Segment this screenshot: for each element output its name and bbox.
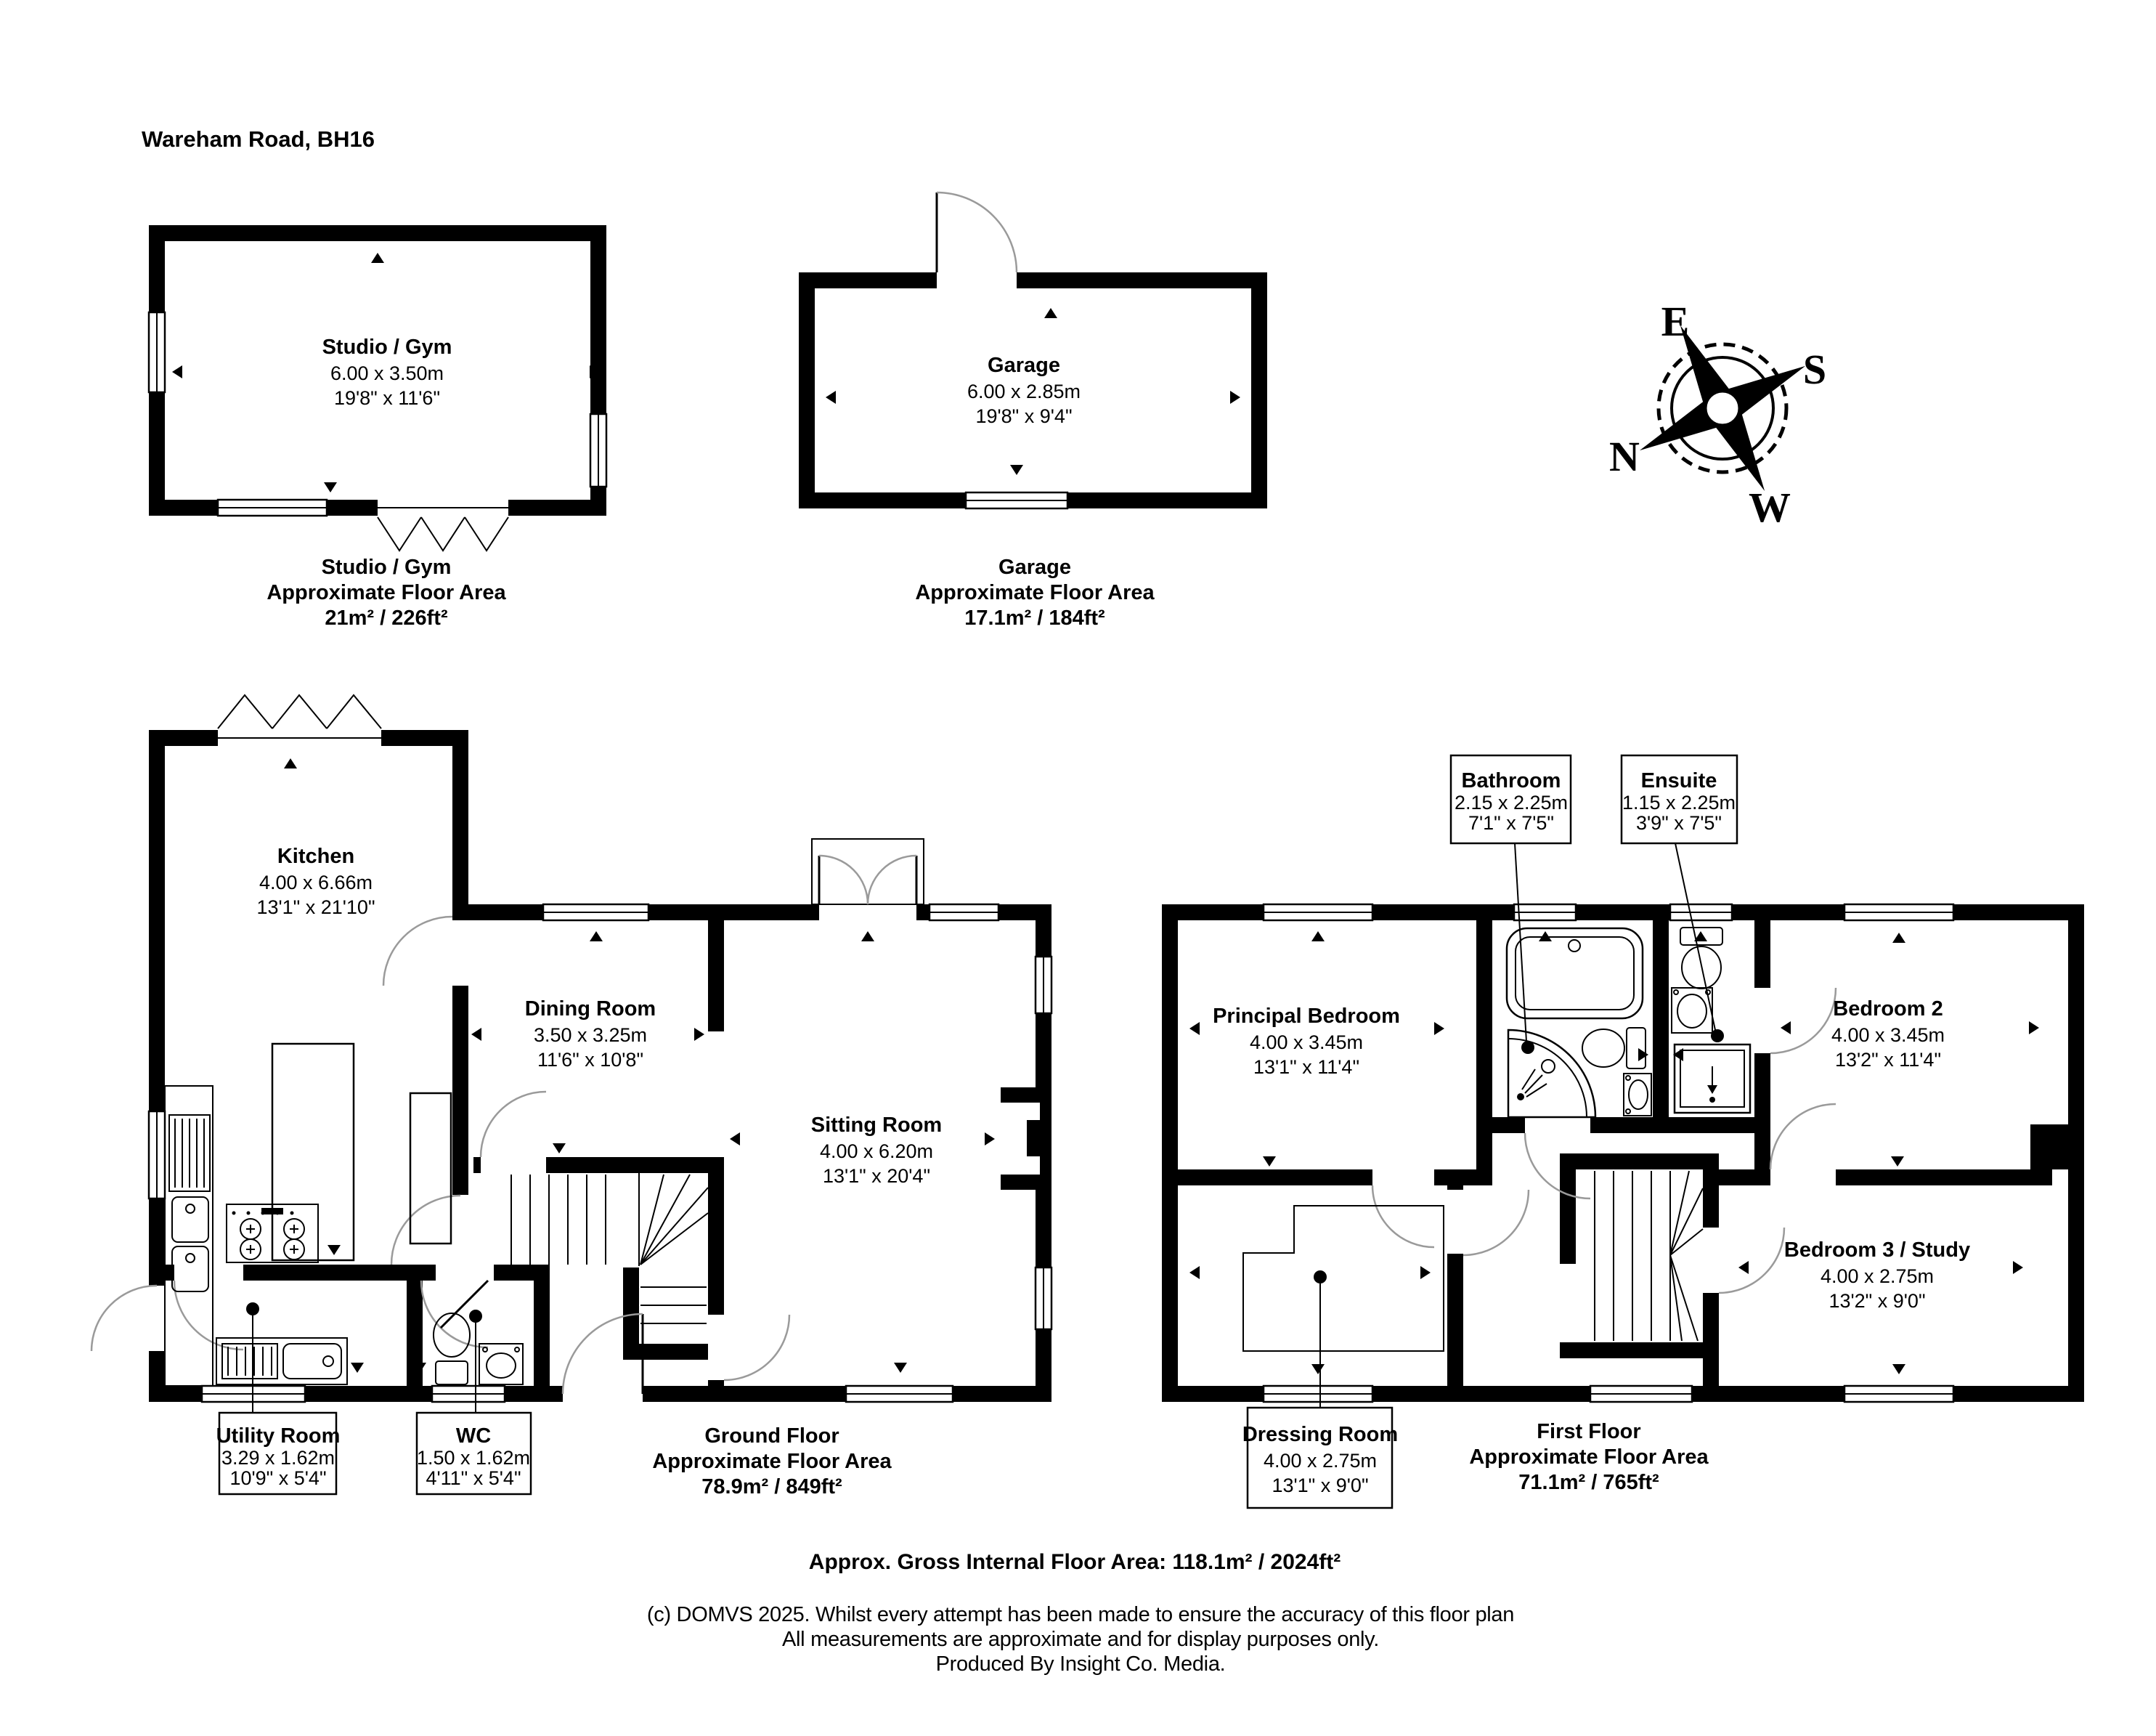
ensuite-name: Ensuite (1640, 769, 1717, 792)
bathroom-imperial: 7'1" x 7'5" (1468, 812, 1555, 834)
studio-gym-plan (149, 225, 606, 630)
wc-label-box (417, 1413, 531, 1494)
sitting-imperial: 13'1" x 20'4" (822, 1165, 931, 1187)
bedroom3-metric: 4.00 x 2.75m (1820, 1265, 1935, 1287)
window (432, 1386, 505, 1402)
footer (647, 1550, 1514, 1676)
principal-bedroom-metric: 4.00 x 3.45m (1249, 1031, 1364, 1053)
utility-label-box (216, 1413, 341, 1494)
disclaimer-line1: (c) DOMVS 2025. Whilst every attempt has been made to ensure the accuracy of this floor plan (646, 1603, 1515, 1626)
dressing-label-box (1242, 1408, 1398, 1508)
gross-area-text: Approx. Gross Internal Floor Area: 118.1m² / 2024ft² (808, 1550, 1341, 1574)
principal-bedroom-imperial: 13'1" x 11'4" (1253, 1056, 1360, 1078)
bathroom-label-box (1451, 755, 1571, 843)
window (543, 904, 648, 920)
disclaimer-line3: Produced By Insight Co. Media. (935, 1652, 1226, 1676)
utility-imperial: 10'9" x 5'4" (229, 1467, 327, 1489)
dressing-imperial: 13'1" x 9'0" (1272, 1475, 1369, 1496)
garage-caption-name: Garage (998, 556, 1071, 579)
bathroom-name: Bathroom (1461, 769, 1561, 792)
bedroom3-name: Bedroom 3 / Study (1783, 1238, 1971, 1262)
compass-west: W (1749, 484, 1791, 531)
dining-name: Dining Room (524, 997, 656, 1021)
kitchen-imperial: 13'1" x 21'10" (256, 896, 375, 918)
window (149, 312, 165, 392)
first-floor-plan (1162, 755, 2084, 1508)
dining-imperial: 11'6" x 10'8" (537, 1049, 644, 1071)
french-doors (812, 839, 924, 920)
garage-metric: 6.00 x 2.85m (967, 381, 1081, 402)
window (1036, 1267, 1051, 1329)
garage-plan (799, 192, 1267, 630)
window (846, 1386, 953, 1402)
dressing-name: Dressing Room (1242, 1423, 1399, 1446)
studio-caption-area: 21m² / 226ft² (325, 607, 448, 630)
studio-caption-label: Approximate Floor Area (267, 581, 506, 604)
bathroom-metric: 2.15 x 2.25m (1454, 792, 1569, 814)
garage-name: Garage (988, 354, 1060, 377)
bedroom2-metric: 4.00 x 3.45m (1831, 1024, 1945, 1046)
window (1670, 904, 1732, 920)
ground-floor-caption-label: Approximate Floor Area (652, 1450, 892, 1473)
studio-name: Studio / Gym (322, 336, 452, 359)
sitting-name: Sitting Room (810, 1114, 943, 1137)
fireplace (1001, 1087, 1051, 1190)
first-floor-caption-name: First Floor (1537, 1420, 1641, 1443)
window (149, 1111, 165, 1198)
window (590, 414, 606, 487)
disclaimer-line2: All measurements are approximate and for display purposes only. (782, 1628, 1379, 1651)
studio-metric: 6.00 x 3.50m (330, 362, 444, 384)
ground-floor-plan (91, 695, 1051, 1498)
window (1514, 904, 1576, 920)
bedroom2-name: Bedroom 2 (1833, 997, 1943, 1021)
wc-metric: 1.50 x 1.62m (416, 1447, 531, 1469)
first-floor-caption-area: 71.1m² / 765ft² (1518, 1471, 1659, 1494)
window (1844, 904, 1953, 920)
bifold-door (378, 500, 508, 551)
ensuite-metric: 1.15 x 2.25m (1622, 792, 1736, 814)
garage-caption-area: 17.1m² / 184ft² (964, 607, 1105, 630)
wc-name: WC (455, 1424, 492, 1448)
sitting-metric: 4.00 x 6.20m (819, 1140, 934, 1162)
garage-imperial: 19'8" x 9'4" (975, 405, 1073, 427)
window (218, 500, 327, 516)
window (1844, 1386, 1953, 1402)
principal-bedroom-name: Principal Bedroom (1213, 1005, 1400, 1028)
page-title: Wareham Road, BH16 (142, 126, 375, 152)
ground-floor-caption-area: 78.9m² / 849ft² (701, 1475, 842, 1498)
first-floor-area (1178, 920, 2068, 1386)
door-arc (937, 192, 1017, 288)
window (1036, 957, 1051, 1013)
bedroom3-imperial: 13'2" x 9'0" (1828, 1290, 1926, 1312)
utility-metric: 3.29 x 1.62m (221, 1447, 335, 1469)
door-arc (91, 1286, 165, 1351)
window (966, 492, 1067, 508)
kitchen-metric: 4.00 x 6.66m (259, 872, 373, 893)
studio-imperial: 19'8" x 11'6" (333, 387, 441, 409)
dining-metric: 3.50 x 3.25m (533, 1024, 648, 1046)
ground-floor-caption-name: Ground Floor (704, 1424, 839, 1448)
bedroom2-imperial: 13'2" x 11'4" (1834, 1049, 1942, 1071)
studio-caption-name: Studio / Gym (321, 556, 452, 579)
compass-south: S (1802, 346, 1827, 393)
dressing-metric: 4.00 x 2.75m (1263, 1450, 1378, 1472)
window (929, 904, 998, 920)
window (1264, 1386, 1372, 1402)
compass-east: E (1661, 298, 1690, 345)
window (1590, 1386, 1692, 1402)
garage-caption-label: Approximate Floor Area (915, 581, 1155, 604)
compass-icon (1598, 283, 1847, 533)
ensuite-label-box (1622, 755, 1737, 843)
compass-north: N (1609, 433, 1640, 480)
ensuite-imperial: 3'9" x 7'5" (1635, 812, 1722, 834)
wc-imperial: 4'11" x 5'4" (426, 1467, 521, 1489)
window (1264, 904, 1372, 920)
utility-name: Utility Room (216, 1424, 341, 1448)
bifold-door (218, 695, 381, 746)
first-floor-caption-label: Approximate Floor Area (1469, 1445, 1709, 1469)
kitchen-name: Kitchen (277, 845, 355, 868)
